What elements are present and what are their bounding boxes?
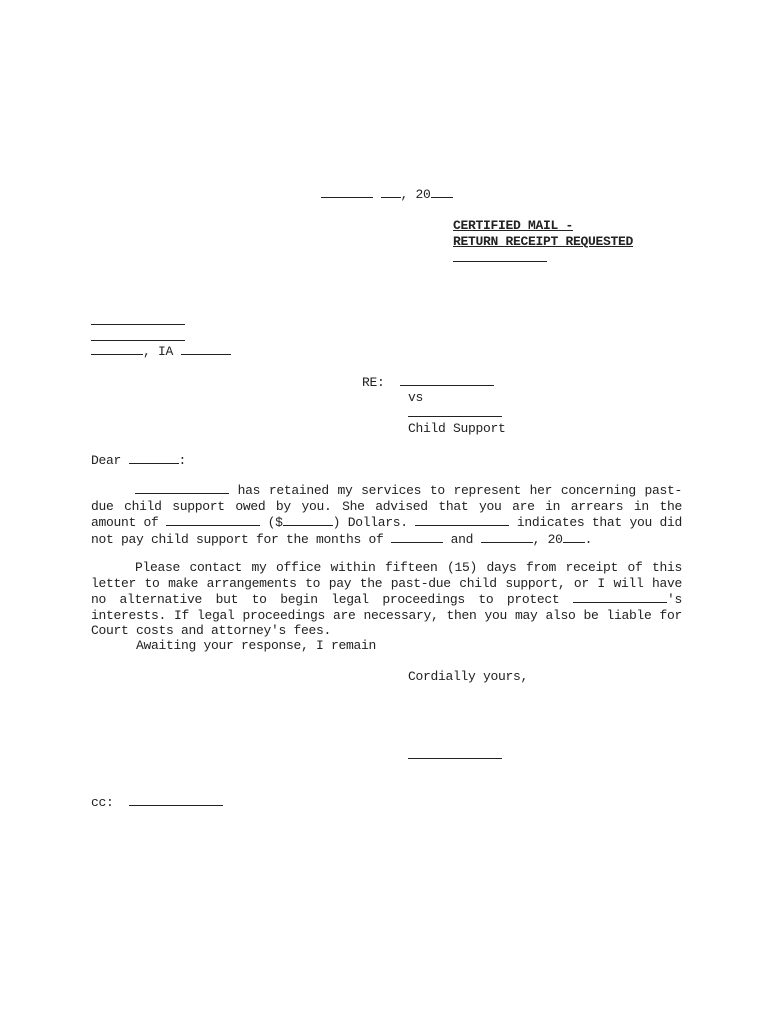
address-street-blank <box>91 329 185 341</box>
address-city-line <box>91 343 231 360</box>
salutation <box>91 452 186 469</box>
cc-line <box>91 794 223 811</box>
month-from-blank <box>391 531 443 543</box>
city-blank <box>91 343 143 355</box>
dear-text: Dear <box>91 453 122 468</box>
mail-number-blank <box>453 250 547 262</box>
paragraph-1: has retained my services to represent her concerning past-due child support owed by you. She advised that you are in arrears in the amount of ($ ) Dollars. indicates that you did not pay child support for the months of and , 20 . <box>91 483 682 547</box>
paragraph-2: Please contact my office within fifteen (15) days from receipt of this letter to make arrangements to pay the past-due child support, or I will have no alternative but to begin legal proceedings to protect 's interests. If legal proceedings are necessary, then you may also be liable for Court costs and attorney's fees. <box>91 560 682 638</box>
year-prefix: , 20 <box>400 187 431 202</box>
year-blank <box>431 186 453 198</box>
client-blank <box>135 482 229 494</box>
month-blank <box>321 186 373 198</box>
year-blank-2 <box>563 531 585 543</box>
re-party-blank <box>400 374 494 386</box>
cc-label: cc: <box>91 795 114 810</box>
signoff: Cordially yours, <box>408 669 529 684</box>
signature-line <box>408 747 502 764</box>
signature-blank <box>408 747 502 759</box>
client-blank-2 <box>415 514 509 526</box>
recipient-blank <box>129 452 179 464</box>
cc-blank <box>129 794 223 806</box>
amount-words-blank <box>166 514 260 526</box>
re-subject: Child Support <box>408 421 506 436</box>
return-receipt-line: RETURN RECEIPT REQUESTED <box>453 234 634 249</box>
re-label: RE: <box>362 375 385 390</box>
address-name-line <box>91 313 185 330</box>
address-name-blank <box>91 313 185 325</box>
re-vs: vs <box>408 390 424 405</box>
client-blank-3 <box>573 591 667 603</box>
zip-blank <box>181 343 231 355</box>
date-line <box>321 186 453 203</box>
state-text: , IA <box>143 344 174 359</box>
certified-mail-line: CERTIFIED MAIL - <box>453 218 574 233</box>
re-line <box>362 374 494 391</box>
month-to-blank <box>481 531 533 543</box>
closing-line: Awaiting your response, I remain <box>136 638 377 653</box>
re-other-party-line <box>408 405 502 422</box>
re-other-party-blank <box>408 405 502 417</box>
colon-text: : <box>178 453 187 468</box>
day-blank <box>381 186 401 198</box>
mail-number-line <box>453 250 547 267</box>
amount-number-blank <box>283 514 333 526</box>
